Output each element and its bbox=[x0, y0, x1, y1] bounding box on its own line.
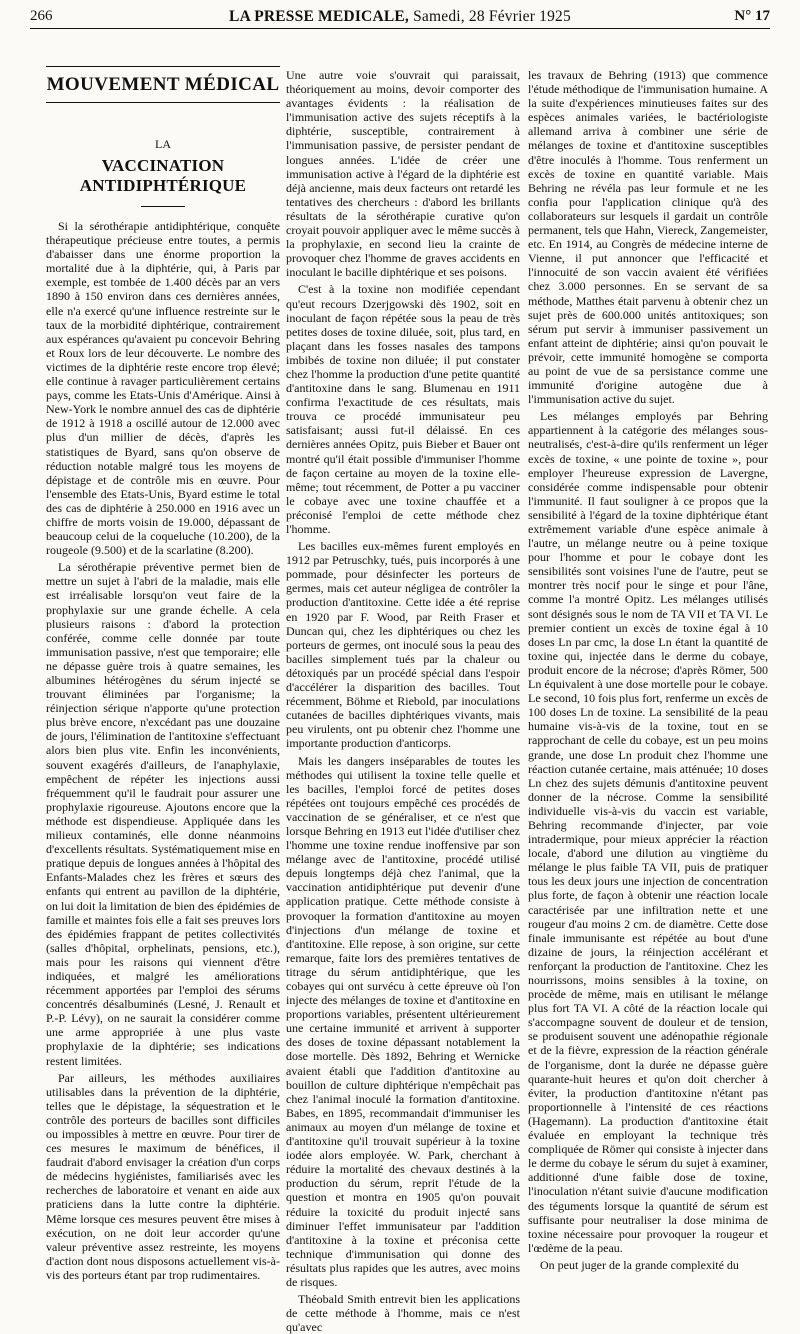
paragraph: les travaux de Behring (1913) que commence l'étude méthodique de l'immunisation humaine. A la suite d'expériences minutieuses faites sur des espèces animales variées, le bactériologiste allemand arriva à combiner une série de mélanges de toxine et d'antitoxine susceptibles d'être inoculés à l'homme. Tous renferment un excès de toxine en quantité variable. Mais Behring ne révéla pas leur formule et ne les confia pour l'application clinique qu'à des collaborateurs sur lesquels il gardait un contrôle permanent, tels que Hahn, Viereck, Zangemeister, etc. En 1914, au Congrès de médecine interne de Vienne, il put annoncer que l'efficacité et l'innocuité de son vaccin avaient été vérifiées chez 3.000 personnes. En se servant de sa méthode, Matthes était parvenu à obtenir chez un sujet près de 600.000 unités antitoxiques; son sérum put servir à immuniser passivement un enfant atteint de diphtérie; ainsi qu'on pouvait le prévoir, cette immunité homogène se comporta au point de vue de sa persistance comme une immunité d'origine autogène due à l'immunisation active du sujet. bbox=[528, 68, 768, 407]
section-title: MOUVEMENT MÉDICAL bbox=[46, 66, 280, 103]
issue-date: Samedi, 28 Février 1925 bbox=[413, 8, 571, 25]
column-2 bbox=[286, 68, 520, 1334]
paragraph: La sérothérapie préventive permet bien de mettre un sujet à l'abri de la maladie, mais elle est irréalisable lorsqu'on veut faire de la prophylaxie sur une grande échelle. A cela plusieurs raisons : d'abord la protection conférée, comme celle donnée par toute immunisation passive, n'est que temporaire; elle ne dépasse guère trois à quatre semaines, les albumines hétérogènes du sérum injecté se trouvant éliminées par l'organisme; la réinjection sérique n'apporte qu'une protection plus brève encore, n'excédant pas une douzaine de jours, l'élimination de l'antitoxine s'effectuant alors bien plus vite. Enfin les inconvénients, souvent exagérés d'ailleurs, de l'anaphylaxie, empêchent de répéter les injections aussi fréquemment qu'il le faudrait pour assurer une prophylaxie rigoureuse. Ajoutons encore que la méthode est dispendieuse. Appliquée dans les milieux contaminés, elle donne néanmoins d'excellents résultats. Systématiquement mise en pratique depuis de longues années à l'hôpital des Enfants-Malades chez les frères et sœurs des enfants qui entrent au pavillon de la diphtérie, on lui doit la limitation de bien des épidémies de famille et maintes fois elle a fait ses preuves lors des épidémies frappant de petites collectivités (salles d'hôpital, orphelinats, pensions, etc.), mais pour les raisons qui viennent d'être indiquées, et malgré les améliorations récemment apportées par l'emploi des sérums concentrés désalbuminés (Lesné, J. Renault et P.-P. Lévy), on ne saurait la considérer comme une arme appropriée à une plus vaste prophylaxie de la diphtérie; ses indications restent limitées. bbox=[46, 560, 280, 1068]
page-number: 266 bbox=[30, 8, 53, 24]
page-header bbox=[30, 6, 770, 29]
paragraph: C'est à la toxine non modifiée cependant qu'eut recours Dzerjgowski dès 1902, soit en inoculant de façon répétée sous la peau de très petites doses de toxine diluée, soit, plus tard, en plaçant dans les fosses nasales des tampons imbibés de toxine non diluée; il put constater chez l'homme la production d'une petite quantité d'antitoxine dans le sang. Blumenau en 1911 confirma l'exactitude de ces résultats, mais trouva ce procédé immunisateur peu satisfaisant; aussi fut-il délaissé. En ces dernières années Opitz, puis Bieber et Bauer ont montré qu'il était possible d'immuniser l'homme de façon certaine au moyen de la toxine elle-même; tout récemment, de Potter a pu vacciner le cobaye avec une toxine chauffée et a préconisé l'emploi de cette méthode chez l'homme. bbox=[286, 282, 520, 536]
paragraph: On peut juger de la grande complexité du bbox=[540, 1257, 739, 1272]
paragraph: Les bacilles eux-mêmes furent employés en 1912 par Petruschky, tués, puis incorporés à une pommade, pour désinfecter les porteurs de germes, mais cet auteur négligea de contrôler la production d'antitoxine. Cette idée a été reprise en 1920 par F. Wood, par Reith Fraser et Duncan qui, chez les diphtériques ou chez les porteurs de germes, ont inoculé sous la peau des bacilles simplement tués par la chaleur ou détoxiqués par un procédé spécial dans l'espoir d'accélérer la disparition des bacilles. Tout récemment, Böhme et Riebold, par inoculations cutanées de bacilles diphtériques vivants, mais peu virulents, ont pu obtenir chez l'homme une importante production d'anticorps. bbox=[286, 539, 520, 751]
paragraph: Théobald Smith entrevit bien les applications de cette méthode à l'homme, mais ce n'est qu'avec bbox=[286, 1292, 520, 1334]
paragraph: Par ailleurs, les méthodes auxiliaires utilisables dans la prévention de la diphtérie, telles que le dépistage, la séquestration et le contrôle des porteurs de bacilles sont difficiles ou impossibles à mettre en œuvre. Pour tirer de ces mesures le maximum de bénéfices, il faudrait d'abord envisager la création d'un corps de médecins hygiénistes, familiarisés avec les recherches de laboratoire et venant en aide aux praticiens dans la lutte contre la diphtérie. Même lorsque ces mesures peuvent être mises à exécution, on ne doit leur accorder qu'une valeur préventive assez restreinte, les moyens d'action dont nous disposons actuellement vis-à-vis des porteurs étant par trop rudimentaires. bbox=[46, 1070, 280, 1282]
paragraph: Les mélanges employés par Behring appartiennent à la catégorie des mélanges sous-neutralisés, c'est-à-dire qu'ils renferment un léger excès de toxine, « une pointe de toxine », pour employer l'heureuse expression de Lavergne, considérée comme indispensable pour obtenir l'immunité. Il faut souligner à ce propos que la sensibilité à l'égard de la toxine diphtérique étant extrêmement variable d'une espèce animale à l'autre, un mélange neutre ou à peine toxique pour l'homme et pour le cobaye dont les sensibilités sont voisines l'une de l'autre, peut se montrer très nocif pour le singe et pour l'âne, comme l'a montré Opitz. Les mélanges utilisés sont désignés sous le nom de TA VII et TA VI. Le premier contient un excès de toxine égal à 10 doses Ln par cmc, la dose Ln étant la quantité de toxine qui, injectée dans le derme du cobaye, produit encore de la nécrose; d'après Römer, 500 Ln équivalent à une dose mortelle pour le cobaye. Le second, 10 fois plus fort, renferme un excès de 100 doses Ln de toxine. La sensibilité de la peau humaine vis-à-vis de la toxine, tout en se rapprochant de celle du cobaye, est un peu moins grande, une dose Ln produit chez l'homme une réaction cutanée certaine, mais atténuée; 10 doses Ln chez des sujets démunis d'antitoxine peuvent donner de la nécrose. Comme la sensibilité individuelle vis-à-vis du vaccin est variable, Behring recommande d'injecter, par voie intradermique, pour mieux apprécier la réaction locale, d'abord une dilution au vingtième du mélange le plus faible TA VII, puis de pratiquer tous les deux jours une injection de concentration plus forte, de façon à obtenir une réaction locale caractérisée par une infiltration nette et une rougeur d'au moins 2 cm. de diamètre. Cette dose finale immunisante est répétée au bout d'une dizaine de jours, la réinjection accélérant et renforçant la production de l'antitoxine. Chez les nourrissons, moins sensibles à la toxine, on procède de même, mais en utilisant le mélange plus fort TA VI. A côté de la réaction locale qui s'accompagne souvent de douleur et de tension, se produisent souvent une adénopathie régionale et de la fièvre, expression de la réaction générale de l'organisme, dont la durée ne dépasse guère quarante-huit heures et qu'on doit chercher à éviter, la production d'antitoxine n'étant pas proportionnelle à l'intensité de ces réactions (Hagemann). La production d'antitoxine était évaluée en employant la technique très compliquée de Römer qui consiste à injecter dans le derme du cobaye le sérum du sujet à examiner, additionné d'une faible dose de toxine, l'inoculation n'étant suivie d'aucune modification des téguments lorsque la quantité de sérum est suffisante pour neutraliser la dose minima de toxine nécessaire pour provoquer la rougeur et l'œdème de la peau. bbox=[528, 409, 768, 1255]
paragraph: Une autre voie s'ouvrait qui paraissait, théoriquement au moins, devoir comporter des avantages évidents : la réalisation de l'immunisation active des sujets réceptifs à la diphtérie, susceptible, contrairement à l'immunisation passive, de persister pendant de longues années. L'idée de créer une immunisation active à l'égard de la diphtérie est déjà ancienne, mais deux facteurs ont retardé les tentatives des chercheurs : d'abord les brillants résultats de la sérothérapie curative qu'on croyait pouvoir appliquer avec le même succès à la prophylaxie, en second lieu la crainte de provoquer chez l'homme de graves accidents en inoculant le bacille diphtérique et ses poisons. bbox=[286, 68, 520, 280]
column-1 bbox=[46, 66, 280, 1282]
title-separator bbox=[141, 206, 185, 207]
paragraph: Si la sérothérapie antidiphtérique, conquête thérapeutique précieuse entre toutes, a permis d'abaisser dans une énorme proportion la mortalité due à la diphtérie, qui, à Paris par exemple, est tombée de 1.400 décès par an vers 1890 à 150 environ dans ces dernières années, elle n'a exercé qu'une influence restreinte sur le taux de la morbidité diphtérique, contrairement aux espérances qu'avaient pu concevoir Behring et Roux lors de leur découverte. Le nombre des victimes de la diphtérie reste encore trop élevé; elle continue à ravager particulièrement certains pays, comme les Etats-Unis d'Amérique. Ainsi à New-York le nombre annuel des cas de diphtérie de 1912 à 1918 a oscillé autour de 12.000 avec plus d'un millier de décès, d'après les statistiques de Byard, sans qu'on observe de réduction notable malgré tous les moyens de dépistage et de contrôle mis en œuvre. Pour l'ensemble des Etats-Unis, Byard estime le total des cas de diphtérie à 250.000 en 1916 avec un chiffre de morts voisin de 19.000, dépassant de beaucoup celui de la coqueluche (10.200), de la rougeole (9.500) et de la scarlatine (8.200). bbox=[46, 219, 280, 558]
issue-number: N° 17 bbox=[734, 8, 770, 24]
article-title-prefix: LA bbox=[155, 137, 171, 151]
article-title: VACCINATION ANTIDIPHTÉRIQUE bbox=[79, 156, 247, 195]
journal-name: LA PRESSE MEDICALE, bbox=[229, 8, 409, 25]
paragraph: Mais les dangers inséparables de toutes les méthodes qui utilisent la toxine telle quelle et les bacilles, l'emploi forcé de petites doses répétées ont toujours empêché ces procédés de vaccination de se généraliser, et ce n'est que lorsque Behring en 1913 eut l'idée d'utiliser chez l'homme une toxine rendue inoffensive par son mélange avec de l'antitoxine, procédé utilisé depuis longtemps déjà chez l'animal, que la vaccination antidiphtérique put devenir d'une application pratique. Cette méthode consiste à provoquer la formation d'antitoxine au moyen d'injections d'un mélange de toxine et d'antitoxine. Elle repose, à son origine, sur cette remarque, faite lors des premières tentatives de titrage du sérum antidiphtérique, que les cobayes qui ont survécu à cette épreuve où l'on injecte des mélanges de toxine et d'antitoxine en proportions variables, présentent ultérieurement une certaine immunité et arrivent à supporter des doses de toxine dépassant notablement la dose mortelle. Dès 1892, Behring et Wernicke avaient établi que l'addition d'antitoxine au bouillon de culture diphtérique n'empêchait pas chez l'animal inoculé la formation d'antitoxine. Babes, en 1895, recommandait d'immuniser les animaux au moyen d'un mélange de toxine et d'antitoxine qu'il trouvait supérieur à la toxine iodée alors employée. W. Park, cherchant à réduire la mortalité des chevaux destinés à la production du sérum, reprit l'étude de la question et montra en 1905 qu'on pouvait réduire la toxicité du produit injecté sans diminuer l'effet immunisateur par l'addition d'antitoxine à la toxine et préconisa cette technique d'immunisation qui donne des résultats plus rapides que les autres, avec moins de risques. bbox=[286, 753, 520, 1289]
column-3 bbox=[528, 68, 768, 1272]
running-head bbox=[30, 8, 770, 26]
